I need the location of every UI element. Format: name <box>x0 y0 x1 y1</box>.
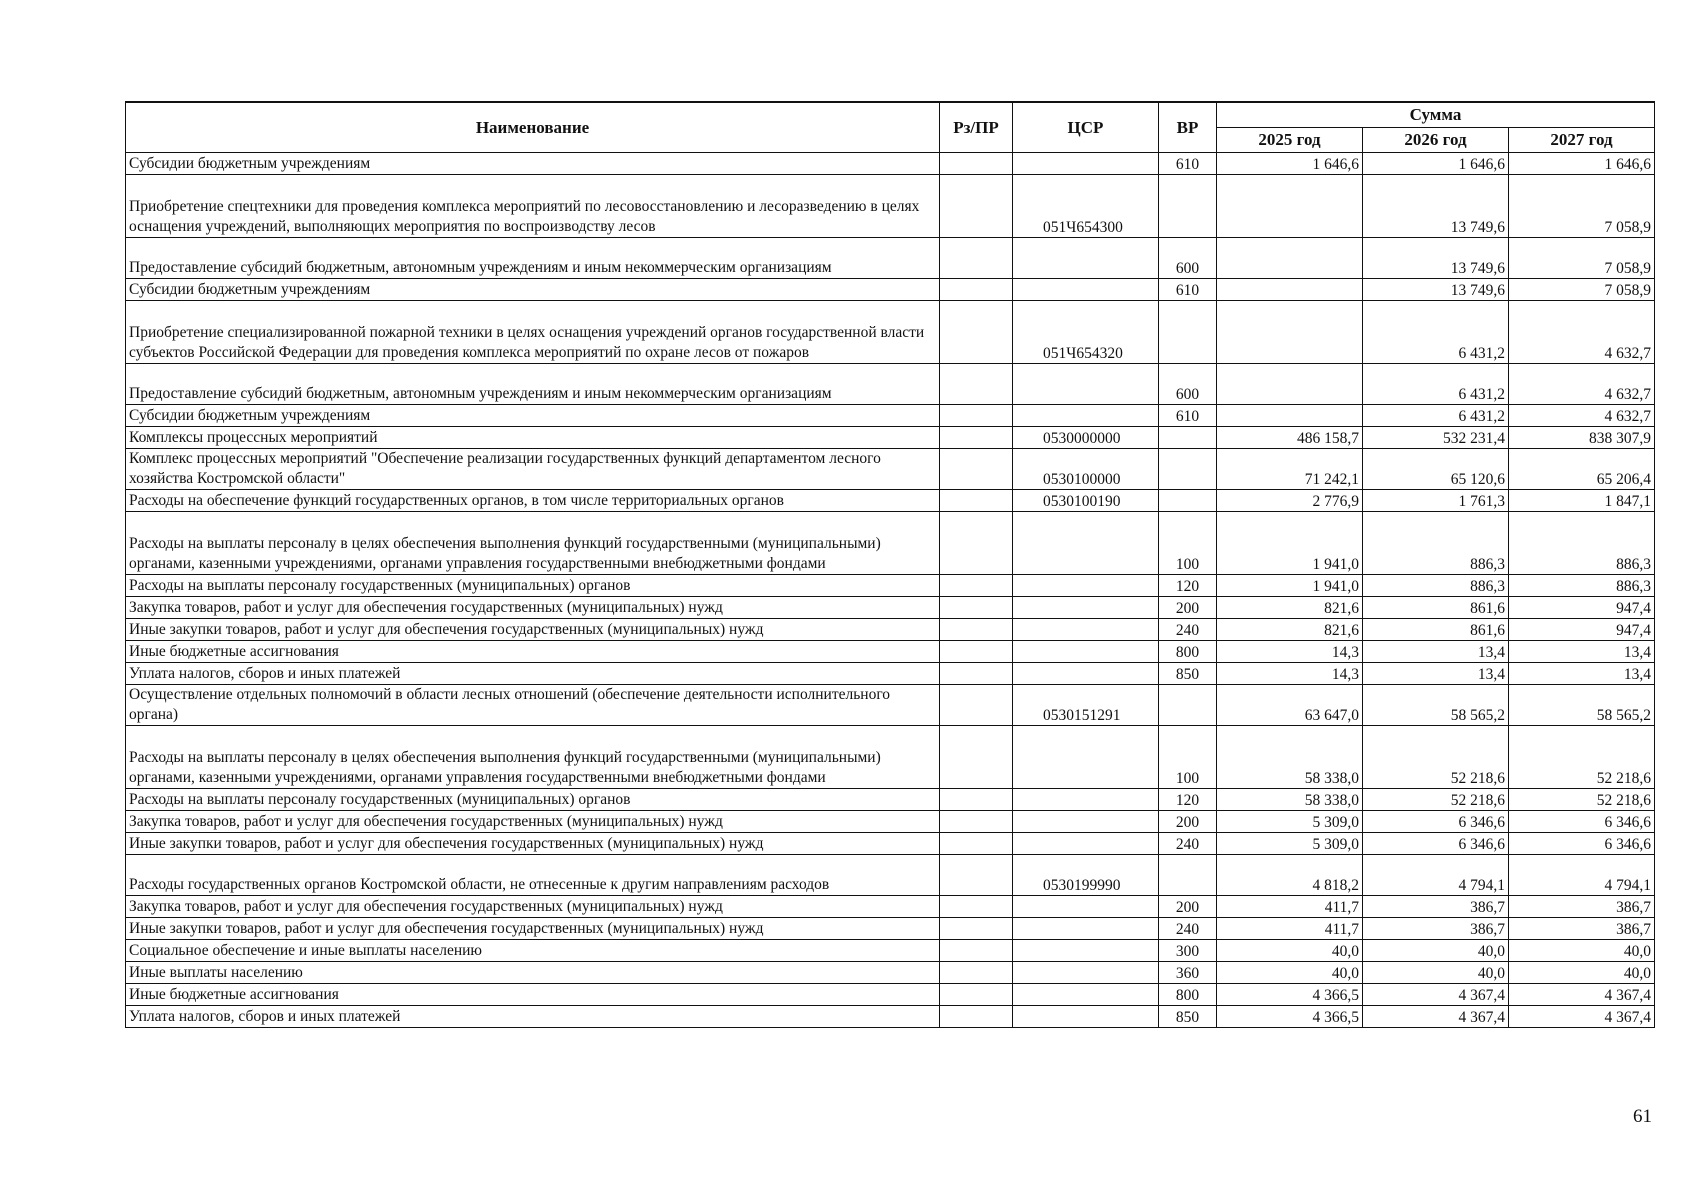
cell-2025: 4 366,5 <box>1217 1005 1363 1027</box>
cell-vr: 610 <box>1159 278 1217 300</box>
cell-2025: 821,6 <box>1217 618 1363 640</box>
cell-2026: 1 646,6 <box>1363 152 1509 174</box>
cell-csr <box>1013 596 1159 618</box>
cell-csr <box>1013 1005 1159 1027</box>
cell-csr <box>1013 810 1159 832</box>
cell-2027: 7 058,9 <box>1509 278 1655 300</box>
table-row <box>126 810 1655 832</box>
cell-2027: 52 218,6 <box>1509 788 1655 810</box>
cell-csr <box>1013 404 1159 426</box>
cell-name: Иные бюджетные ассигнования <box>126 640 940 662</box>
cell-vr: 800 <box>1159 983 1217 1005</box>
table-row <box>126 832 1655 854</box>
cell-vr <box>1159 300 1217 363</box>
cell-2025 <box>1217 300 1363 363</box>
table-row <box>126 426 1655 448</box>
cell-rzpr <box>940 917 1013 939</box>
cell-rzpr <box>940 511 1013 574</box>
cell-csr <box>1013 640 1159 662</box>
cell-2027: 40,0 <box>1509 961 1655 983</box>
header-name: Наименование <box>126 102 940 152</box>
cell-rzpr <box>940 640 1013 662</box>
cell-name: Иные закупки товаров, работ и услуг для обеспечения государственных (муниципальных) нужд <box>126 832 940 854</box>
cell-2026: 52 218,6 <box>1363 725 1509 788</box>
cell-name: Комплекс процессных мероприятий "Обеспечение реализации государственных функций департаментом лесного хозяйства Костромской области" <box>126 448 940 489</box>
table-row <box>126 404 1655 426</box>
table-row <box>126 939 1655 961</box>
cell-2027: 65 206,4 <box>1509 448 1655 489</box>
cell-name: Субсидии бюджетным учреждениям <box>126 152 940 174</box>
cell-name: Закупка товаров, работ и услуг для обеспечения государственных (муниципальных) нужд <box>126 895 940 917</box>
cell-rzpr <box>940 448 1013 489</box>
cell-vr: 600 <box>1159 363 1217 404</box>
cell-rzpr <box>940 574 1013 596</box>
cell-2027: 7 058,9 <box>1509 174 1655 237</box>
cell-csr: 051Ч654320 <box>1013 300 1159 363</box>
cell-vr <box>1159 448 1217 489</box>
cell-2026: 6 431,2 <box>1363 300 1509 363</box>
cell-2026: 40,0 <box>1363 939 1509 961</box>
cell-vr: 200 <box>1159 895 1217 917</box>
cell-vr: 200 <box>1159 810 1217 832</box>
cell-2025: 2 776,9 <box>1217 489 1363 511</box>
cell-2025: 411,7 <box>1217 917 1363 939</box>
table-row <box>126 895 1655 917</box>
cell-2027: 6 346,6 <box>1509 810 1655 832</box>
cell-2027: 40,0 <box>1509 939 1655 961</box>
cell-name: Предоставление субсидий бюджетным, автономным учреждениям и иным некоммерческим организациям <box>126 363 940 404</box>
table-row <box>126 1005 1655 1027</box>
cell-rzpr <box>940 152 1013 174</box>
cell-2027: 386,7 <box>1509 917 1655 939</box>
table-row <box>126 854 1655 895</box>
cell-csr <box>1013 961 1159 983</box>
cell-csr <box>1013 917 1159 939</box>
cell-name: Расходы на выплаты персоналу государственных (муниципальных) органов <box>126 788 940 810</box>
cell-2026: 13 749,6 <box>1363 278 1509 300</box>
cell-name: Иные бюджетные ассигнования <box>126 983 940 1005</box>
cell-2027: 838 307,9 <box>1509 426 1655 448</box>
cell-csr: 051Ч654300 <box>1013 174 1159 237</box>
cell-vr: 850 <box>1159 1005 1217 1027</box>
header-vr: ВР <box>1159 102 1217 152</box>
cell-name: Приобретение специализированной пожарной техники в целях оснащения учреждений органов государственной власти субъектов Российской Федерации для проведения комплекса мероприятий по охране лесов от пожаров <box>126 300 940 363</box>
cell-2025: 58 338,0 <box>1217 788 1363 810</box>
cell-vr: 240 <box>1159 618 1217 640</box>
cell-vr: 600 <box>1159 237 1217 278</box>
cell-2027: 4 632,7 <box>1509 404 1655 426</box>
cell-2027: 4 632,7 <box>1509 300 1655 363</box>
cell-2025: 71 242,1 <box>1217 448 1363 489</box>
cell-name: Расходы на выплаты персоналу в целях обеспечения выполнения функций государственными (муниципальными) органами, казенными учреждениями, органами управления государственными внебюджетными фондами <box>126 511 940 574</box>
cell-2026: 386,7 <box>1363 917 1509 939</box>
cell-rzpr <box>940 278 1013 300</box>
cell-2025 <box>1217 174 1363 237</box>
cell-vr: 300 <box>1159 939 1217 961</box>
cell-vr <box>1159 854 1217 895</box>
table-row <box>126 489 1655 511</box>
cell-2027: 886,3 <box>1509 511 1655 574</box>
cell-2025: 4 366,5 <box>1217 983 1363 1005</box>
cell-csr: 0530199990 <box>1013 854 1159 895</box>
cell-vr: 240 <box>1159 832 1217 854</box>
cell-2027: 947,4 <box>1509 596 1655 618</box>
cell-2025: 411,7 <box>1217 895 1363 917</box>
cell-2026: 4 367,4 <box>1363 983 1509 1005</box>
cell-name: Субсидии бюджетным учреждениям <box>126 404 940 426</box>
cell-2025 <box>1217 237 1363 278</box>
cell-2026: 13 749,6 <box>1363 174 1509 237</box>
header-year-2027: 2027 год <box>1509 127 1655 152</box>
cell-rzpr <box>940 489 1013 511</box>
cell-2025: 14,3 <box>1217 662 1363 684</box>
cell-name: Иные закупки товаров, работ и услуг для обеспечения государственных (муниципальных) нужд <box>126 618 940 640</box>
cell-rzpr <box>940 684 1013 725</box>
cell-vr: 240 <box>1159 917 1217 939</box>
cell-2026: 58 565,2 <box>1363 684 1509 725</box>
cell-name: Уплата налогов, сборов и иных платежей <box>126 1005 940 1027</box>
table-row <box>126 983 1655 1005</box>
table-row <box>126 237 1655 278</box>
cell-name: Расходы на обеспечение функций государственных органов, в том числе территориальных органов <box>126 489 940 511</box>
cell-csr <box>1013 152 1159 174</box>
cell-csr <box>1013 939 1159 961</box>
cell-csr: 0530151291 <box>1013 684 1159 725</box>
cell-name: Комплексы процессных мероприятий <box>126 426 940 448</box>
cell-2026: 13,4 <box>1363 662 1509 684</box>
cell-csr: 0530100190 <box>1013 489 1159 511</box>
cell-2025: 58 338,0 <box>1217 725 1363 788</box>
cell-2026: 52 218,6 <box>1363 788 1509 810</box>
cell-name: Закупка товаров, работ и услуг для обеспечения государственных (муниципальных) нужд <box>126 596 940 618</box>
cell-2026: 4 367,4 <box>1363 1005 1509 1027</box>
cell-csr <box>1013 574 1159 596</box>
cell-vr <box>1159 174 1217 237</box>
table-body <box>126 152 1655 1027</box>
table-row <box>126 511 1655 574</box>
table-row <box>126 596 1655 618</box>
cell-vr: 100 <box>1159 511 1217 574</box>
cell-2025: 40,0 <box>1217 939 1363 961</box>
cell-2027: 58 565,2 <box>1509 684 1655 725</box>
cell-2027: 13,4 <box>1509 662 1655 684</box>
cell-csr <box>1013 895 1159 917</box>
cell-2026: 40,0 <box>1363 961 1509 983</box>
cell-vr: 100 <box>1159 725 1217 788</box>
page-number: 61 <box>1633 1106 1652 1127</box>
cell-rzpr <box>940 854 1013 895</box>
cell-2026: 861,6 <box>1363 596 1509 618</box>
cell-vr: 120 <box>1159 788 1217 810</box>
cell-vr: 200 <box>1159 596 1217 618</box>
cell-2027: 4 794,1 <box>1509 854 1655 895</box>
cell-2025 <box>1217 278 1363 300</box>
budget-table <box>125 101 1655 1028</box>
cell-csr <box>1013 511 1159 574</box>
table-row <box>126 152 1655 174</box>
cell-2027: 52 218,6 <box>1509 725 1655 788</box>
cell-2027: 4 367,4 <box>1509 983 1655 1005</box>
cell-vr: 610 <box>1159 152 1217 174</box>
cell-name: Расходы на выплаты персоналу в целях обеспечения выполнения функций государственными (муниципальными) органами, казенными учреждениями, органами управления государственными внебюджетными фондами <box>126 725 940 788</box>
cell-2026: 4 794,1 <box>1363 854 1509 895</box>
cell-2025 <box>1217 404 1363 426</box>
cell-2026: 6 431,2 <box>1363 363 1509 404</box>
cell-vr: 360 <box>1159 961 1217 983</box>
cell-rzpr <box>940 404 1013 426</box>
cell-2026: 532 231,4 <box>1363 426 1509 448</box>
cell-rzpr <box>940 895 1013 917</box>
cell-rzpr <box>940 426 1013 448</box>
header-sum: Сумма <box>1217 102 1655 127</box>
cell-rzpr <box>940 363 1013 404</box>
cell-name: Субсидии бюджетным учреждениям <box>126 278 940 300</box>
cell-name: Уплата налогов, сборов и иных платежей <box>126 662 940 684</box>
table-row <box>126 917 1655 939</box>
cell-2025: 5 309,0 <box>1217 810 1363 832</box>
cell-name: Предоставление субсидий бюджетным, автономным учреждениям и иным некоммерческим организациям <box>126 237 940 278</box>
cell-2026: 13 749,6 <box>1363 237 1509 278</box>
table-row <box>126 618 1655 640</box>
cell-rzpr <box>940 596 1013 618</box>
cell-rzpr <box>940 832 1013 854</box>
cell-vr <box>1159 489 1217 511</box>
cell-2026: 386,7 <box>1363 895 1509 917</box>
cell-vr: 800 <box>1159 640 1217 662</box>
cell-2026: 886,3 <box>1363 574 1509 596</box>
cell-csr <box>1013 662 1159 684</box>
table-row <box>126 174 1655 237</box>
cell-2026: 6 346,6 <box>1363 810 1509 832</box>
cell-csr: 0530100000 <box>1013 448 1159 489</box>
table-row <box>126 300 1655 363</box>
cell-2025: 4 818,2 <box>1217 854 1363 895</box>
cell-2027: 6 346,6 <box>1509 832 1655 854</box>
cell-csr <box>1013 983 1159 1005</box>
table-row <box>126 788 1655 810</box>
cell-rzpr <box>940 300 1013 363</box>
cell-name: Приобретение спецтехники для проведения комплекса мероприятий по лесовосстановлению и лесоразведению в целях оснащения учреждений, выполняющих мероприятия по воспроизводству лесов <box>126 174 940 237</box>
cell-name: Расходы на выплаты персоналу государственных (муниципальных) органов <box>126 574 940 596</box>
cell-vr: 610 <box>1159 404 1217 426</box>
cell-2027: 4 367,4 <box>1509 1005 1655 1027</box>
cell-rzpr <box>940 1005 1013 1027</box>
cell-vr: 120 <box>1159 574 1217 596</box>
cell-2026: 886,3 <box>1363 511 1509 574</box>
cell-2026: 13,4 <box>1363 640 1509 662</box>
cell-csr <box>1013 278 1159 300</box>
table-row <box>126 684 1655 725</box>
cell-rzpr <box>940 939 1013 961</box>
cell-rzpr <box>940 237 1013 278</box>
cell-csr <box>1013 618 1159 640</box>
cell-2027: 1 646,6 <box>1509 152 1655 174</box>
cell-2025: 14,3 <box>1217 640 1363 662</box>
cell-rzpr <box>940 961 1013 983</box>
cell-name: Иные закупки товаров, работ и услуг для обеспечения государственных (муниципальных) нужд <box>126 917 940 939</box>
header-year-2025: 2025 год <box>1217 127 1363 152</box>
table-row <box>126 662 1655 684</box>
cell-2027: 947,4 <box>1509 618 1655 640</box>
table-header <box>126 102 1655 152</box>
header-year-2026: 2026 год <box>1363 127 1509 152</box>
table-row <box>126 574 1655 596</box>
table-row <box>126 640 1655 662</box>
cell-2026: 6 346,6 <box>1363 832 1509 854</box>
cell-rzpr <box>940 725 1013 788</box>
cell-name: Иные выплаты населению <box>126 961 940 983</box>
cell-rzpr <box>940 618 1013 640</box>
cell-rzpr <box>940 788 1013 810</box>
table-row <box>126 278 1655 300</box>
cell-2025: 486 158,7 <box>1217 426 1363 448</box>
cell-name: Осуществление отдельных полномочий в области лесных отношений (обеспечение деятельности исполнительного органа) <box>126 684 940 725</box>
cell-csr <box>1013 237 1159 278</box>
cell-rzpr <box>940 662 1013 684</box>
cell-2025: 1 941,0 <box>1217 511 1363 574</box>
table-row <box>126 725 1655 788</box>
cell-2026: 1 761,3 <box>1363 489 1509 511</box>
table-row <box>126 961 1655 983</box>
header-csr: ЦСР <box>1013 102 1159 152</box>
cell-rzpr <box>940 983 1013 1005</box>
cell-csr: 0530000000 <box>1013 426 1159 448</box>
cell-csr <box>1013 363 1159 404</box>
cell-csr <box>1013 832 1159 854</box>
header-rzpr: Рз/ПР <box>940 102 1013 152</box>
cell-2027: 386,7 <box>1509 895 1655 917</box>
cell-rzpr <box>940 174 1013 237</box>
cell-2025: 63 647,0 <box>1217 684 1363 725</box>
cell-csr <box>1013 788 1159 810</box>
cell-2027: 886,3 <box>1509 574 1655 596</box>
table-row <box>126 363 1655 404</box>
cell-2027: 13,4 <box>1509 640 1655 662</box>
cell-name: Расходы государственных органов Костромской области, не отнесенные к другим направлениям расходов <box>126 854 940 895</box>
cell-2025: 5 309,0 <box>1217 832 1363 854</box>
cell-2027: 4 632,7 <box>1509 363 1655 404</box>
cell-2025: 821,6 <box>1217 596 1363 618</box>
cell-rzpr <box>940 810 1013 832</box>
cell-2027: 7 058,9 <box>1509 237 1655 278</box>
cell-2026: 861,6 <box>1363 618 1509 640</box>
cell-2025: 1 941,0 <box>1217 574 1363 596</box>
cell-2025: 1 646,6 <box>1217 152 1363 174</box>
cell-2027: 1 847,1 <box>1509 489 1655 511</box>
cell-vr: 850 <box>1159 662 1217 684</box>
cell-2025 <box>1217 363 1363 404</box>
cell-2026: 65 120,6 <box>1363 448 1509 489</box>
cell-2026: 6 431,2 <box>1363 404 1509 426</box>
cell-vr <box>1159 426 1217 448</box>
cell-2025: 40,0 <box>1217 961 1363 983</box>
table-row <box>126 448 1655 489</box>
cell-name: Закупка товаров, работ и услуг для обеспечения государственных (муниципальных) нужд <box>126 810 940 832</box>
cell-name: Социальное обеспечение и иные выплаты населению <box>126 939 940 961</box>
cell-csr <box>1013 725 1159 788</box>
cell-vr <box>1159 684 1217 725</box>
